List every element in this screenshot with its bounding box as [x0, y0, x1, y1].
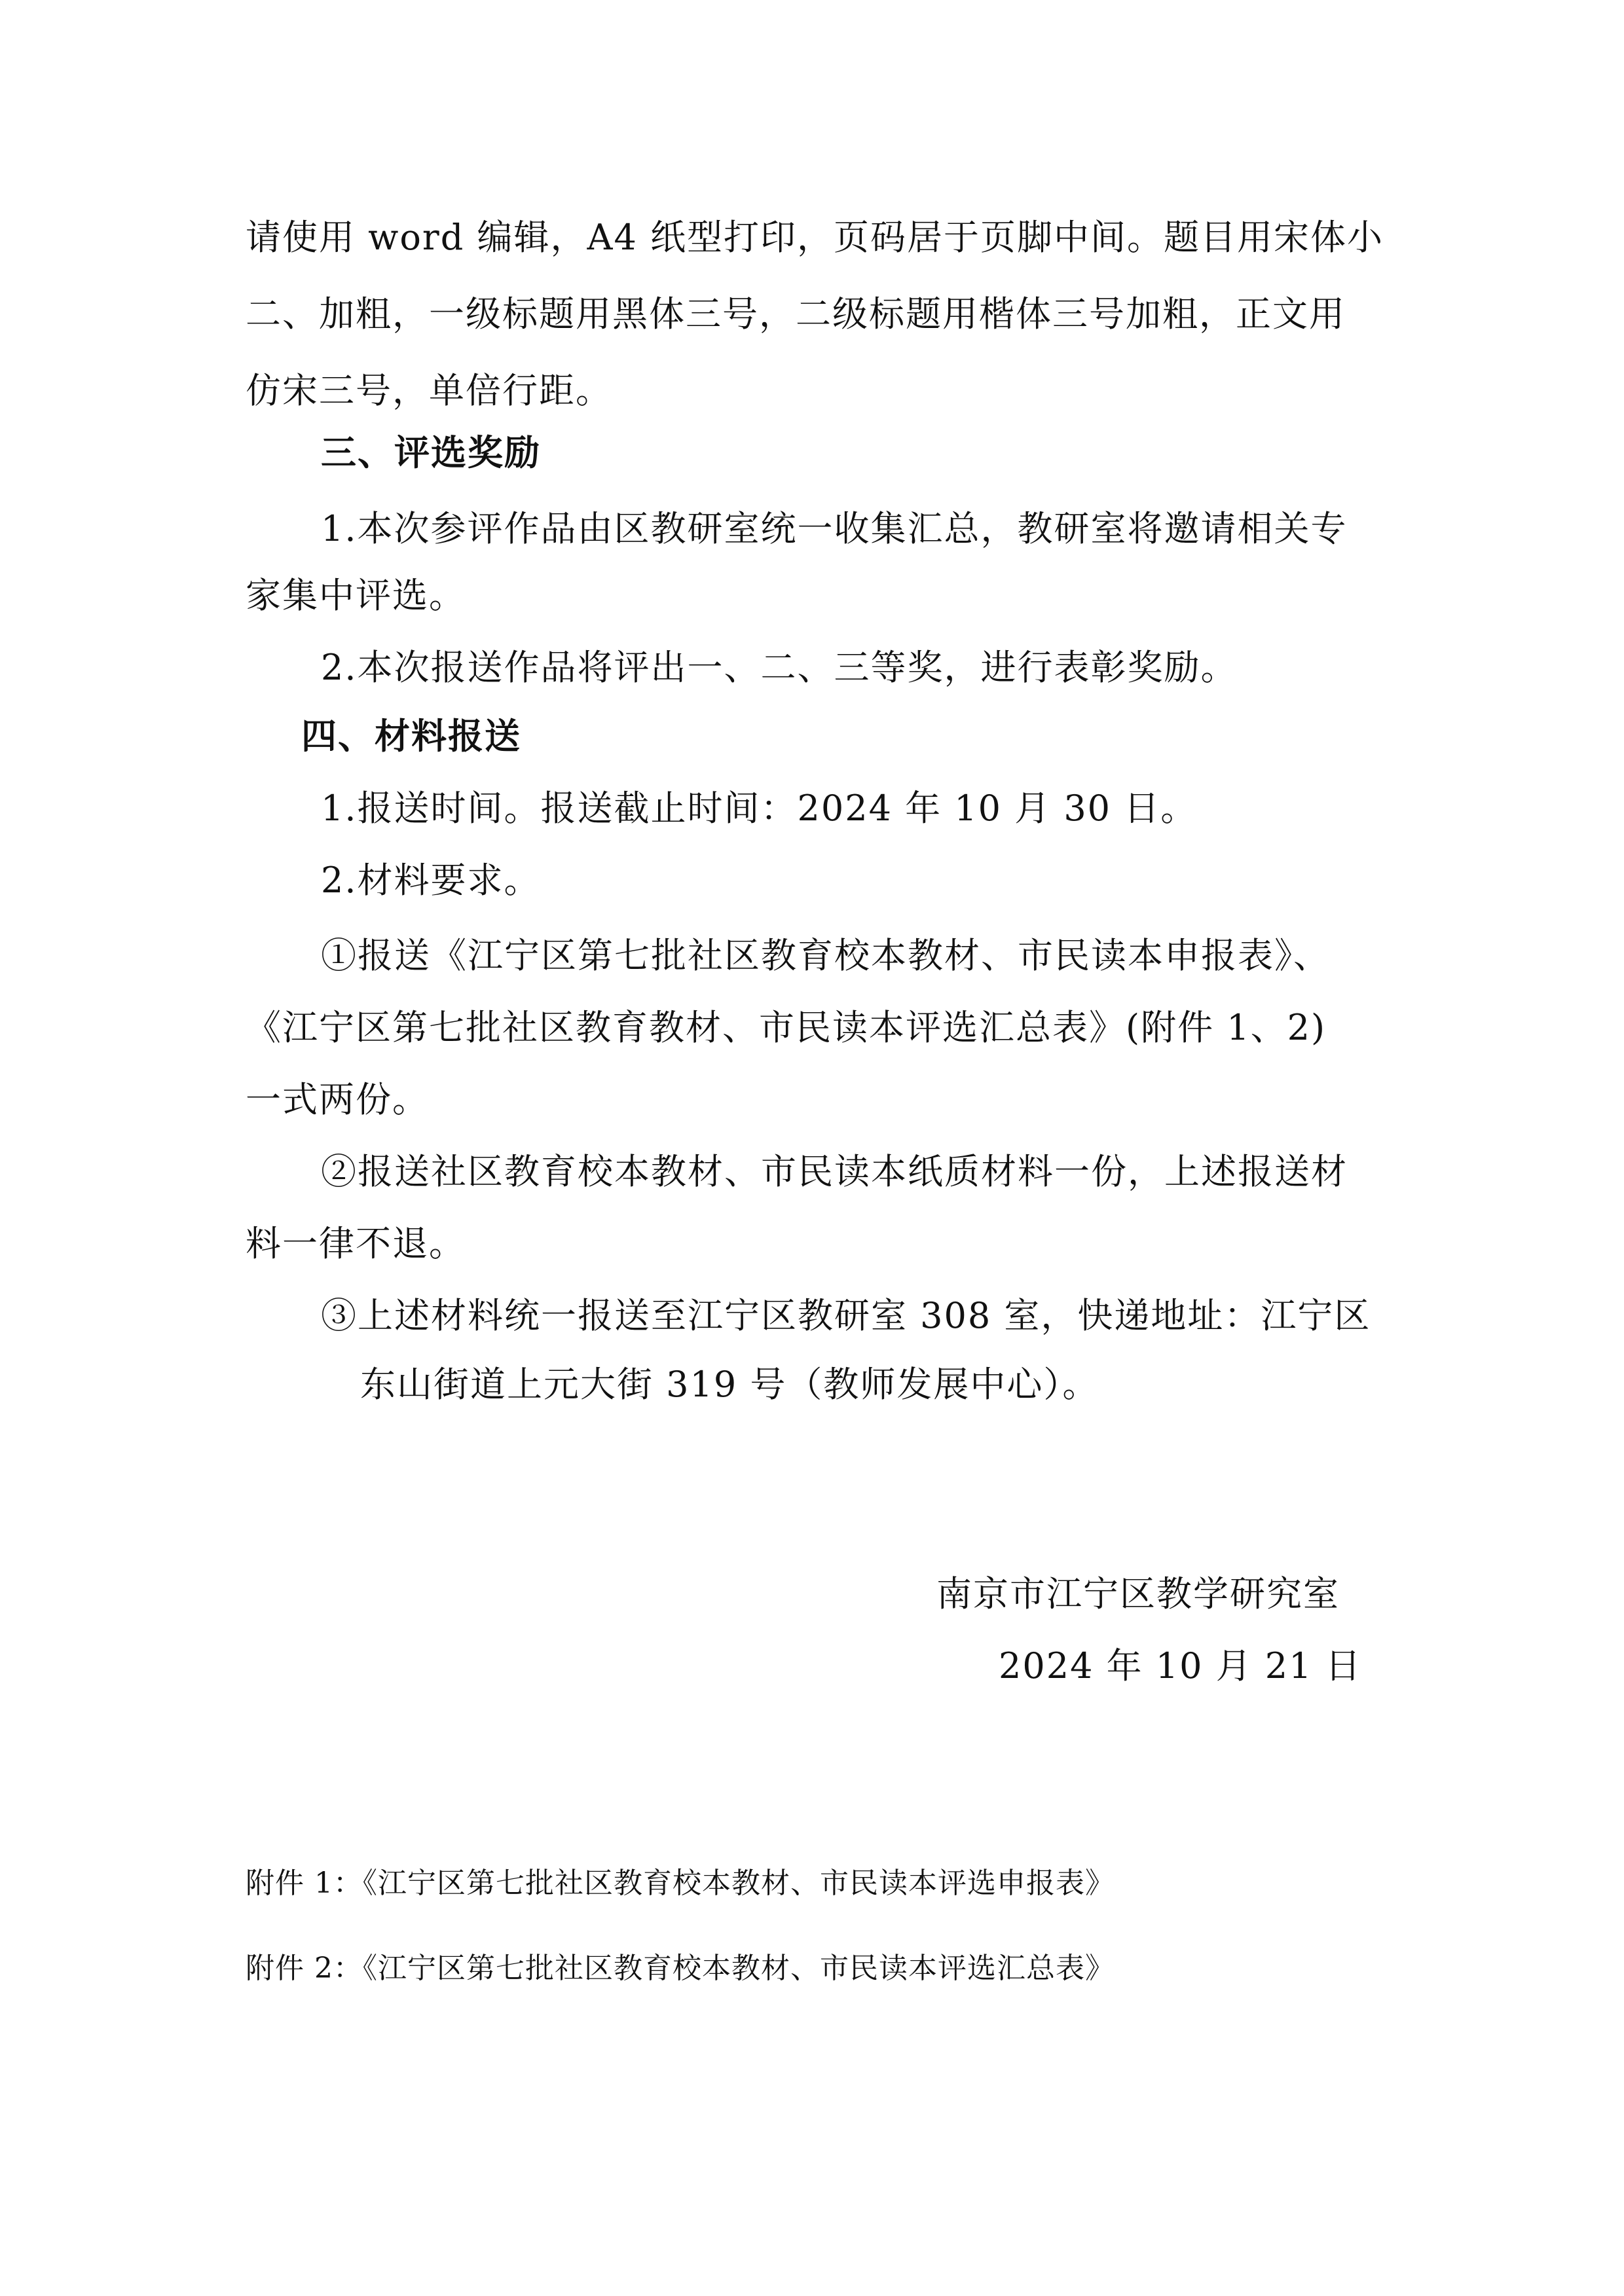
attachment-2: 附件 2：《江宁区第七批社区教育校本教材、市民读本评选汇总表》: [246, 1952, 1115, 1985]
section-3-item-1-line-1: 1.本次参评作品由区教研室统一收集汇总，教研室将邀请相关专: [321, 508, 1348, 549]
section-4-sub-3-line-1: ③上述材料统一报送至江宁区教研室 308 室，快递地址：江宁区: [321, 1295, 1371, 1336]
signature-organization: 南京市江宁区教学研究室: [936, 1573, 1340, 1614]
format-text-line-3: 仿宋三号，单倍行距。: [246, 370, 612, 411]
attachment-1: 附件 1：《江宁区第七批社区教育校本教材、市民读本评选申报表》: [246, 1867, 1115, 1900]
section-3-item-2: 2.本次报送作品将评出一、二、三等奖，进行表彰奖励。: [321, 647, 1238, 688]
signature-date: 2024 年 10 月 21 日: [999, 1645, 1362, 1686]
section-4-sub-3-line-2: 东山街道上元大街 319 号（教师发展中心）。: [360, 1364, 1099, 1405]
section-4-sub-2-line-1: ②报送社区教育校本教材、市民读本纸质材料一份，上述报送材: [321, 1151, 1348, 1192]
section-3-item-1-line-2: 家集中评选。: [246, 575, 466, 616]
section-4-item-1: 1.报送时间。报送截止时间：2024 年 10 月 30 日。: [321, 788, 1198, 829]
format-text-line-1: 请使用 word 编辑，A4 纸型打印，页码居于页脚中间。题目用宋体小: [246, 217, 1384, 258]
section-4-sub-1-line-2: 《江宁区第七批社区教育教材、市民读本评选汇总表》(附件 1、2): [246, 1007, 1327, 1048]
section-4-item-2: 2.材料要求。: [321, 860, 541, 901]
section-3-heading: 三、评选奖励: [321, 432, 541, 473]
section-4-sub-1-line-1: ①报送《江宁区第七批社区教育校本教材、市民读本申报表》、: [321, 935, 1330, 976]
section-4-sub-2-line-2: 料一律不退。: [246, 1223, 466, 1264]
section-4-heading: 四、材料报送: [301, 716, 521, 757]
format-text-line-2: 二、加粗，一级标题用黑体三号，二级标题用楷体三号加粗，正文用: [246, 293, 1346, 335]
section-4-sub-1-line-3: 一式两份。: [246, 1079, 429, 1120]
